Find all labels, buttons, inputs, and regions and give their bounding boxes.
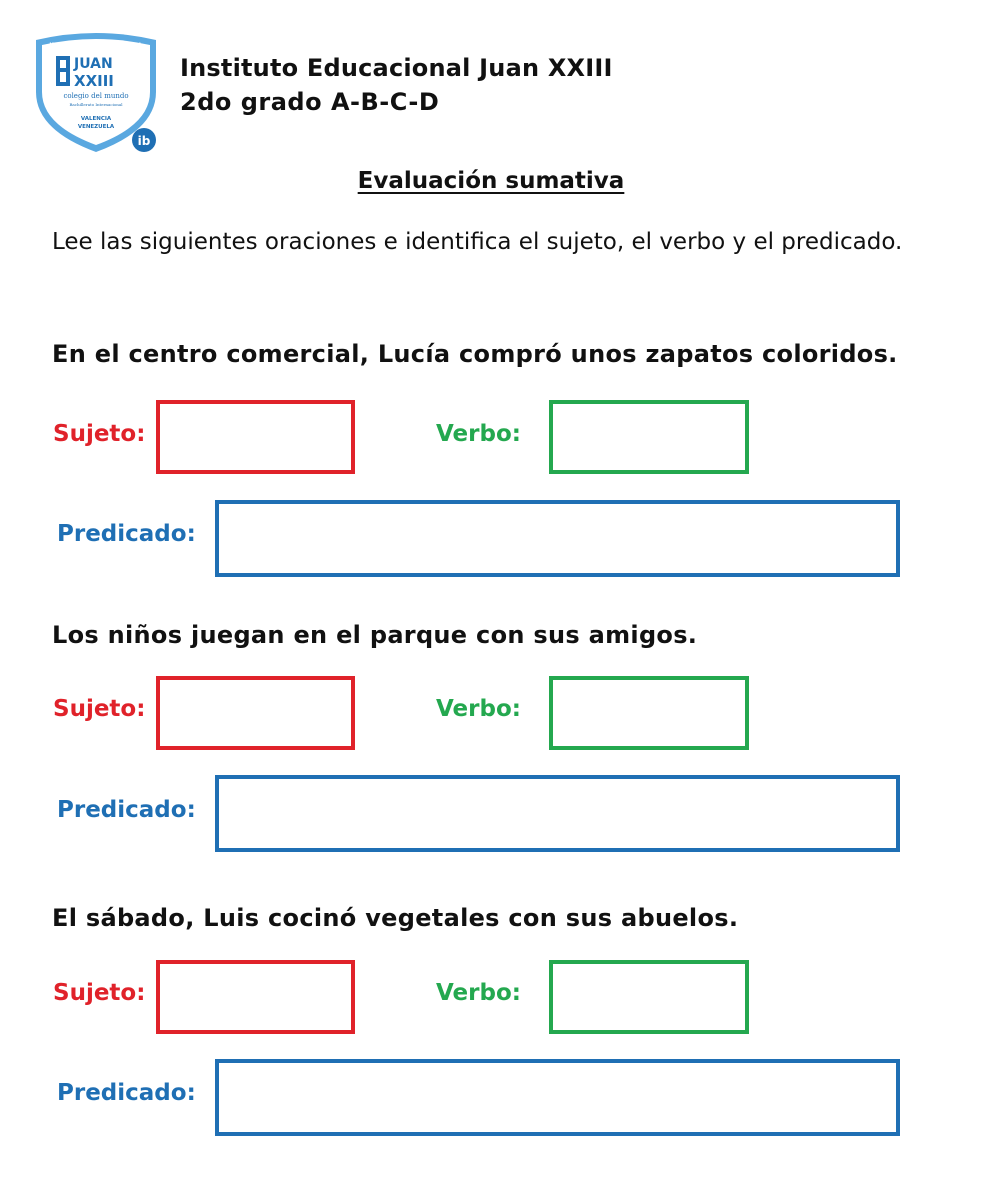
sentence-3: El sábado, Luis cocinó vegetales con sus abuelos. [52,904,739,932]
predicate-answer-box-2[interactable] [215,775,900,852]
svg-text:Bachillerato Internacional: Bachillerato Internacional [69,102,123,107]
subject-answer-box-1[interactable] [156,400,355,474]
svg-text:XXIII: XXIII [74,72,114,90]
page-title: Evaluación sumativa [357,168,625,194]
svg-text:VENEZUELA: VENEZUELA [77,124,115,130]
verb-answer-box-1[interactable] [549,400,749,474]
verb-answer-box-3[interactable] [549,960,749,1034]
svg-text:JUAN: JUAN [74,56,113,72]
verb-label-1: Verbo: [436,421,521,447]
subject-label-3: Sujeto: [53,980,146,1006]
school-logo [32,30,160,154]
sentence-1: En el centro comercial, Lucía compró unos zapatos coloridos. [52,340,898,368]
subject-label-1: Sujeto: [53,421,146,447]
svg-text:colegio del mundo: colegio del mundo [63,92,129,100]
instructions-text: Lee las siguientes oraciones e identifica el sujeto, el verbo y el predicado. [52,229,903,255]
sentence-2: Los niños juegan en el parque con sus amigos. [52,621,698,649]
predicate-label-3: Predicado: [57,1080,196,1106]
subject-answer-box-2[interactable] [156,676,355,750]
verb-label-2: Verbo: [436,696,521,722]
verb-answer-box-2[interactable] [549,676,749,750]
predicate-label-2: Predicado: [57,797,196,823]
svg-text:VALENCIA: VALENCIA [80,116,112,122]
subject-answer-box-3[interactable] [156,960,355,1034]
subject-label-2: Sujeto: [53,696,146,722]
svg-text:INSTITUTO EDUCACIONAL: INSTITUTO EDUCACIONAL [49,41,143,49]
predicate-answer-box-3[interactable] [215,1059,900,1136]
predicate-label-1: Predicado: [57,521,196,547]
predicate-answer-box-1[interactable] [215,500,900,577]
svg-text:ib: ib [137,134,151,148]
verb-label-3: Verbo: [436,980,521,1006]
school-name: Instituto Educacional Juan XXIII [180,54,613,82]
grade-heading: 2do grado A-B-C-D [180,88,440,116]
school-crest-icon [32,30,160,154]
